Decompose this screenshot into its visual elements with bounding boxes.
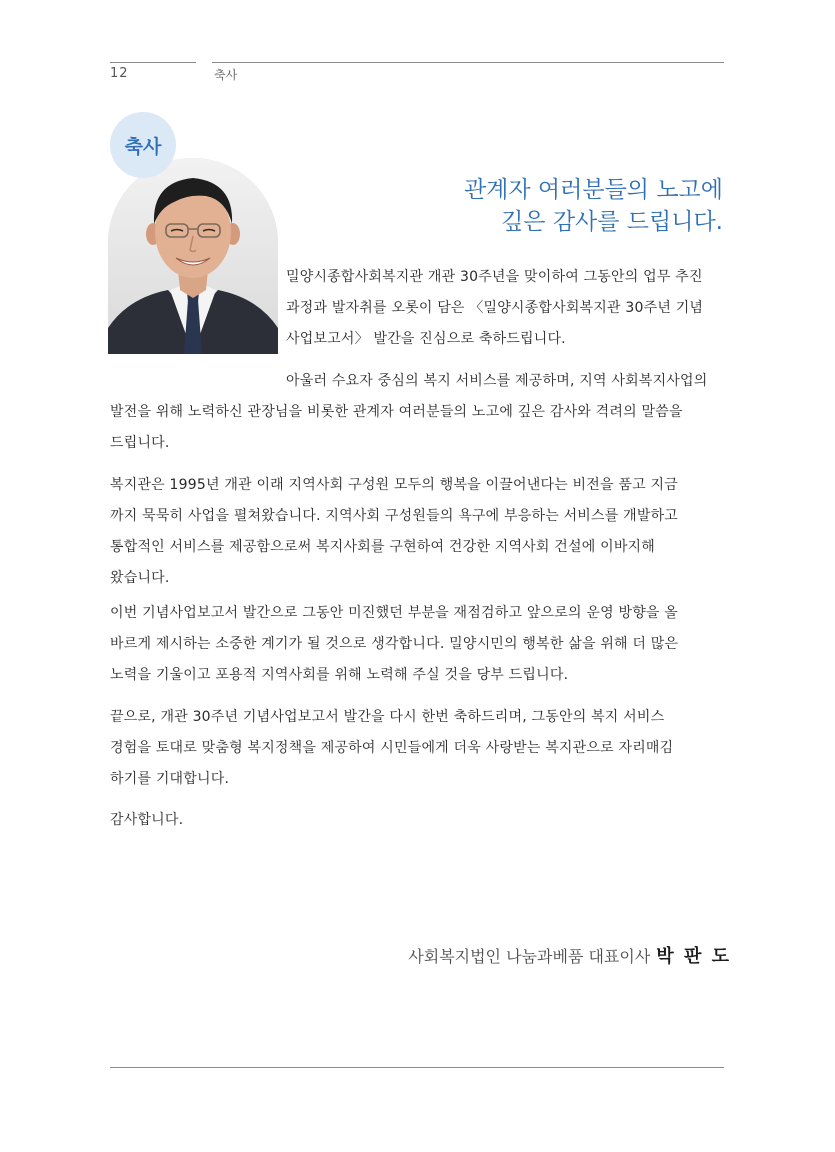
signature-title: 사회복지법인 나눔과베품 대표이사: [408, 947, 651, 966]
text-line: 통합적인 서비스를 제공함으로써 복지사회를 구현하여 건강한 지역사회 건설에 이바지해: [110, 539, 655, 555]
signature: [408, 942, 731, 968]
section-badge: 축사: [110, 112, 176, 178]
portrait-illustration: [108, 158, 278, 354]
text-line: 아울러 수요자 중심의 복지 서비스를 제공하며, 지역 사회복지사업의: [286, 373, 708, 389]
text-line: 바르게 제시하는 소중한 계기가 될 것으로 생각합니다. 밀양시민의 행복한 삶을 위해 더 많은: [110, 636, 679, 652]
text-line: 끝으로, 개관 30주년 기념사업보고서 발간을 다시 한번 축하드리며, 그동안의 복지 서비스: [110, 709, 665, 725]
text-line: 노력을 기울이고 포용적 지역사회를 위해 노력해 주실 것을 당부 드립니다.: [110, 667, 569, 683]
paragraph-5: [110, 702, 673, 795]
text-line: 복지관은 1995년 개관 이래 지역사회 구성원 모두의 행복을 이끌어낸다는 비전을 품고 지금: [110, 477, 678, 493]
paragraph-6: [110, 805, 183, 836]
text-line: 드립니다.: [110, 435, 170, 451]
paragraph-1: [286, 262, 703, 355]
text-line: 발전을 위해 노력하신 관장님을 비롯한 관계자 여러분들의 노고에 깊은 감사와 격려의 말씀을: [110, 404, 683, 420]
text-line: 감사합니다.: [110, 812, 184, 828]
headline-line: 깊은 감사를 드립니다.: [501, 209, 723, 235]
paragraph-4: [110, 598, 678, 691]
footer-rule: [110, 1067, 724, 1068]
text-line: 사업보고서〉 발간을 진심으로 축하드립니다.: [286, 331, 566, 347]
text-line: 왔습니다.: [110, 570, 170, 586]
text-line: 이번 기념사업보고서 발간으로 그동안 미진했던 부분을 재점검하고 앞으로의 운영 방향을 올: [110, 605, 679, 621]
headline: [464, 174, 723, 238]
signature-name: 박 판 도: [656, 946, 731, 967]
headline-line: 관계자 여러분들의 노고에: [463, 177, 723, 203]
text-line: 밀양시종합사회복지관 개관 30주년을 맞이하여 그동안의 업무 추진: [286, 269, 703, 285]
portrait-photo: [108, 158, 278, 354]
text-line: 과정과 발자취를 오롯이 담은 〈밀양시종합사회복지관 30주년 기념: [286, 300, 704, 316]
header-rule-left: [110, 62, 196, 63]
paragraph-2: [110, 366, 707, 459]
header-rule-right: [212, 62, 724, 63]
page-number: 12: [110, 66, 129, 81]
text-line: 경험을 토대로 맞춤형 복지정책을 제공하여 시민들에게 더욱 사랑받는 복지관으로 자리매김: [110, 740, 674, 756]
paragraph-3: [110, 470, 678, 594]
text-line: 하기를 기대합니다.: [110, 771, 230, 787]
section-label: 축사: [214, 68, 238, 82]
text-line: 까지 묵묵히 사업을 펼쳐왔습니다. 지역사회 구성원들의 욕구에 부응하는 서비스를 개발하고: [110, 508, 679, 524]
